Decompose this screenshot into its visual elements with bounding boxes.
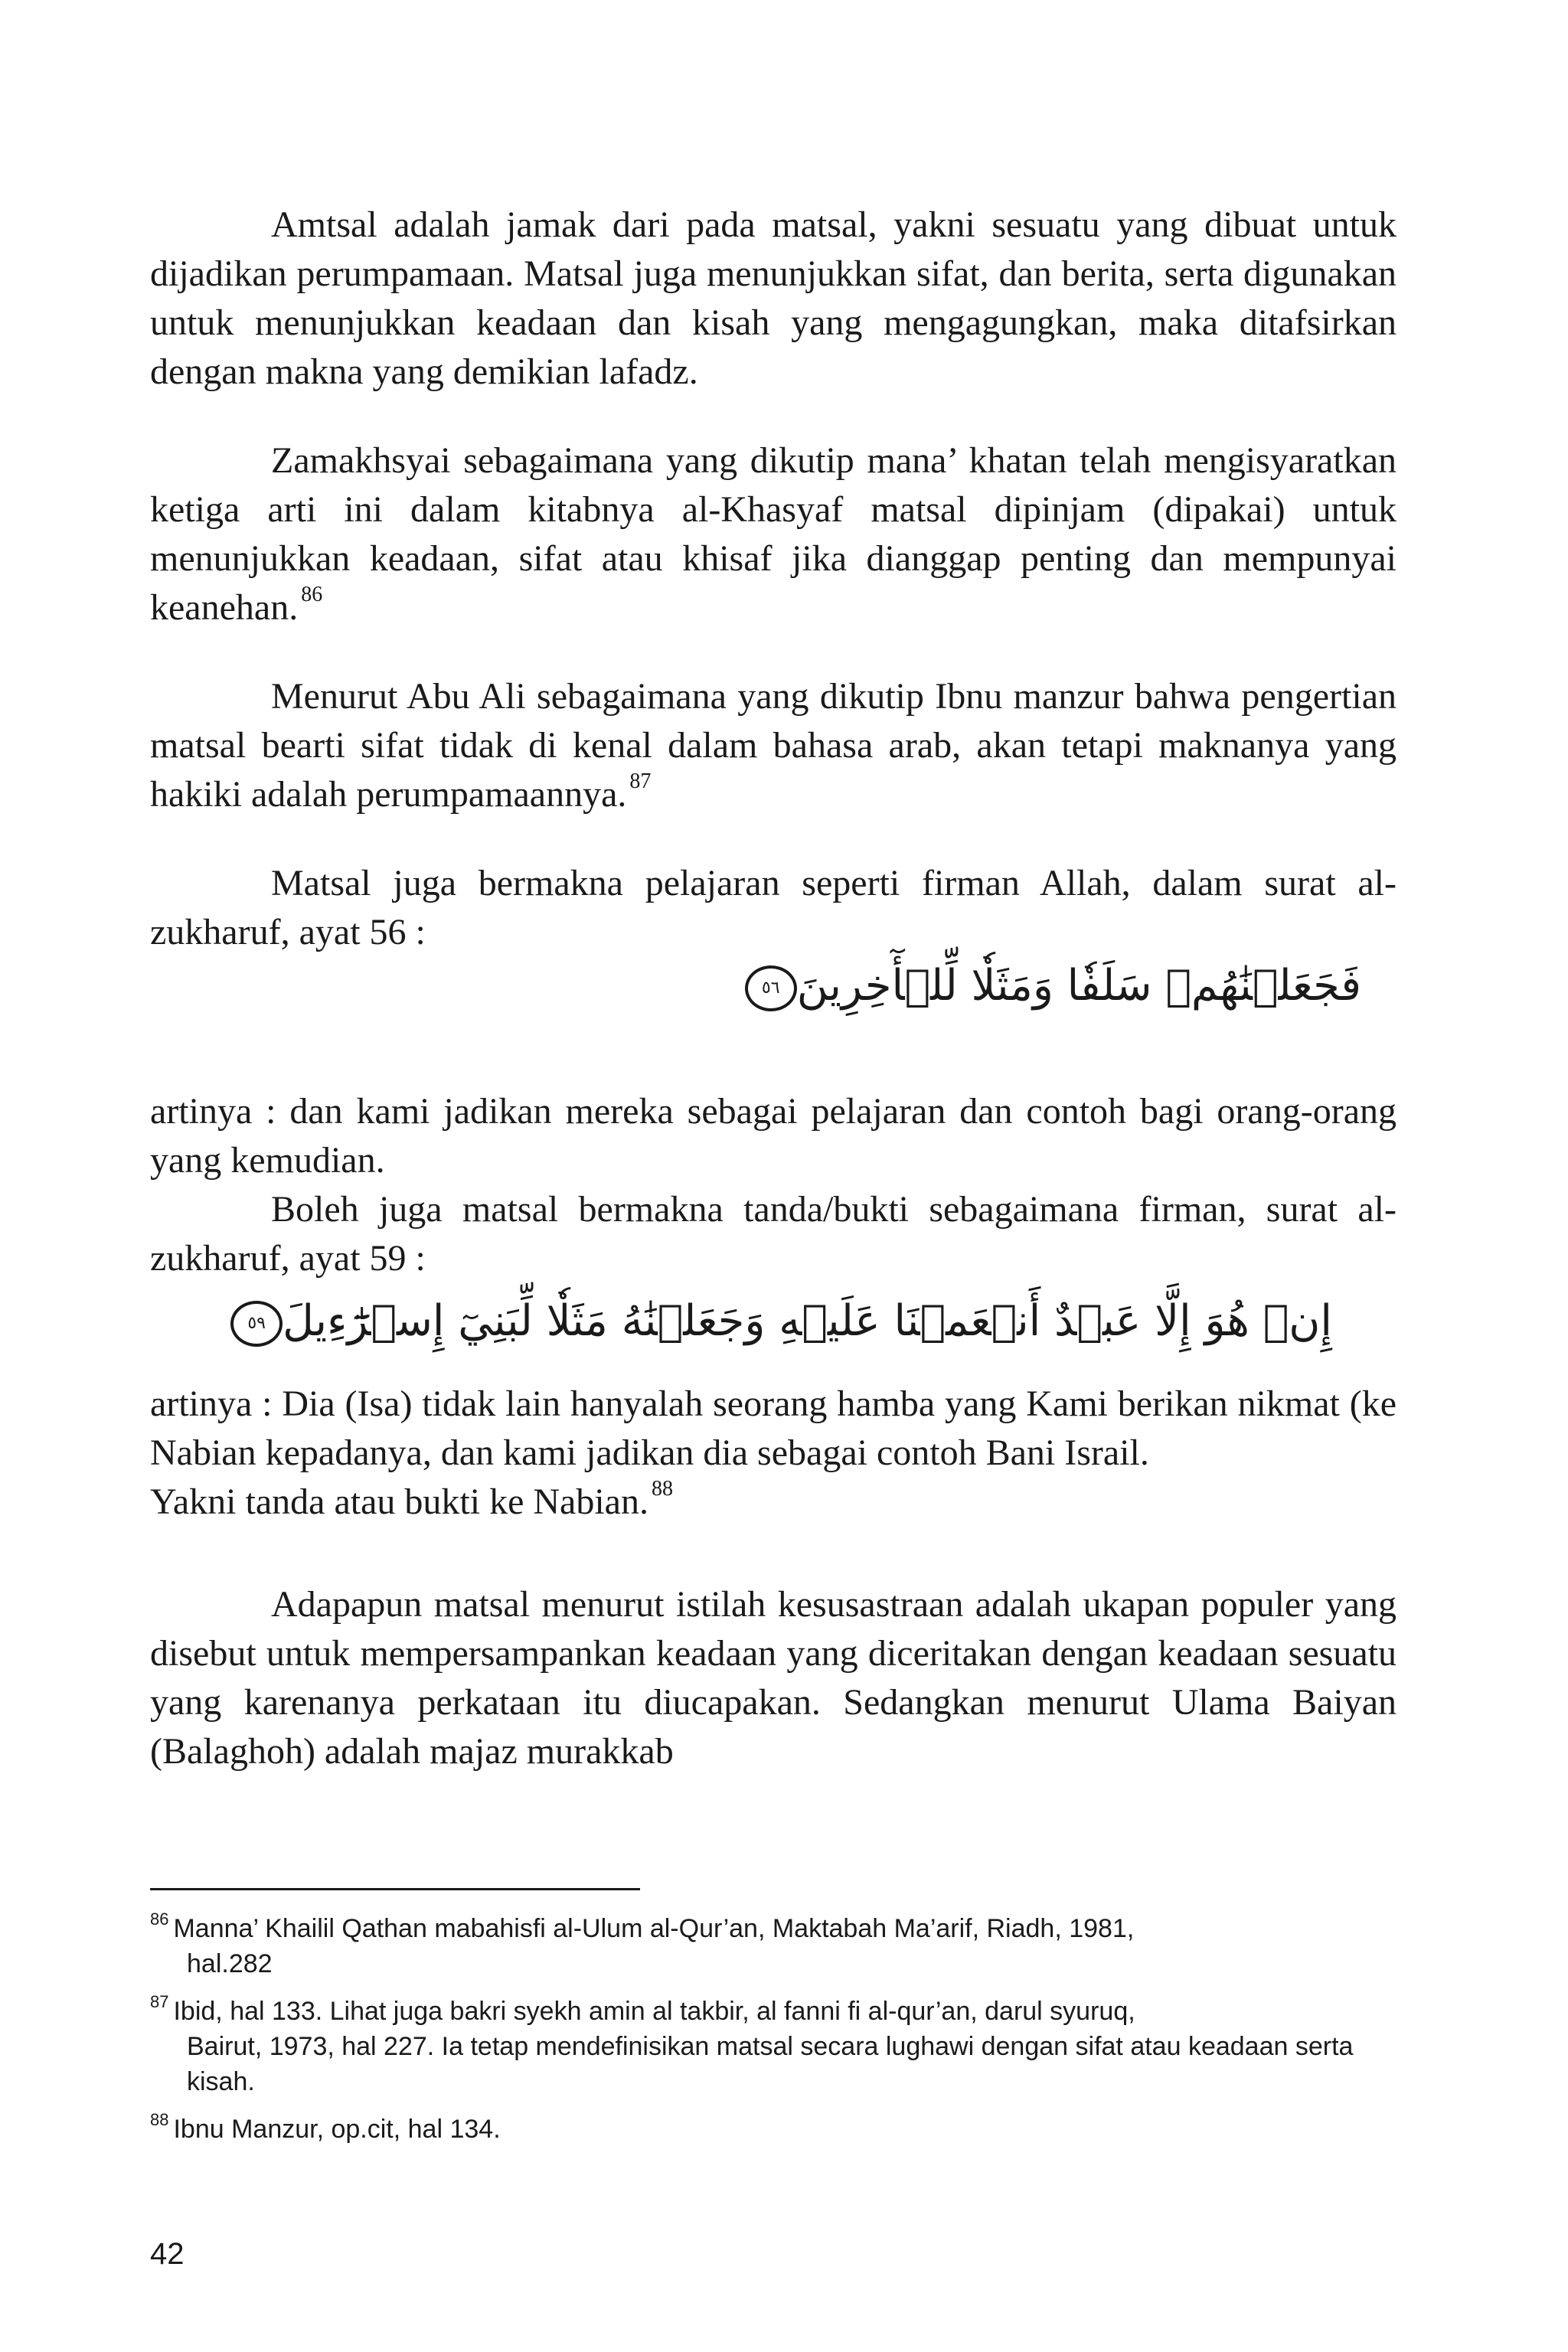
- ayah-number-56: ٥٦: [745, 965, 797, 1011]
- footnote-number: 88: [150, 2110, 169, 2129]
- paragraph-8: Yakni tanda atau bukti ke Nabian. $^{88}$: [150, 1477, 673, 1522]
- main-text-lower: [150, 1380, 1396, 1776]
- footnote-text: Ibid, hal 133. Lihat juga bakri syekh amin al takbir, al fanni fi al-qur’an, darul syuruq,: [173, 1997, 1135, 2026]
- footnote-text-continued: Bairut, 1973, hal 227. Ia tetap mendefinisikan matsal secara lughawi dengan sifat atau keadaan serta kisah.: [187, 2032, 1354, 2096]
- page-number: 42: [150, 2237, 185, 2271]
- footnotes: [150, 1902, 1396, 2150]
- footnote-86: [150, 1902, 1396, 1981]
- footnote-ref-87: 87: [629, 769, 652, 793]
- quran-verse-59: [220, 1291, 1332, 1352]
- verse-56-text: فَجَعَلۡنَٰهُمۡ سَلَفٗا وَمَثَلٗا لِّلۡأٓخِرِينَ: [796, 961, 1361, 1011]
- footnote-text: Ibnu Manzur, op.cit, hal 134.: [173, 2115, 501, 2144]
- footnote-number: 87: [150, 1992, 169, 2011]
- paragraph-2: Zamakhsyai sebagaimana yang dikutip mana’ khatan telah mengisyaratkan ketiga arti ini dalam kitabnya al-Khasyaf matsal dipinjam (dipakai) untuk menunjukkan keadaan, sifat atau khisaf jika dianggap penting dan mempunyai keanehan. $^{86}$: [150, 440, 1396, 628]
- footnote-text-continued: hal.282: [187, 1949, 273, 1978]
- paragraph-5: artinya : dan kami jadikan mereka sebagai pelajaran dan contoh bagi orang-orang yang kemudian.: [150, 1091, 1396, 1181]
- paragraph-4: Matsal juga bermakna pelajaran seperti firman Allah, dalam surat al- zukharuf, ayat 56 :: [150, 863, 1396, 952]
- footnote-ref-88: 88: [651, 1477, 673, 1501]
- footnote-ref-86: 86: [301, 583, 323, 606]
- footnote-number: 86: [150, 1909, 169, 1929]
- quran-verse-56: [734, 956, 1361, 1017]
- paragraph-3: Menurut Abu Ali sebagaimana yang dikutip Ibnu manzur bahwa pengertian matsal bearti sifat tidak di kenal dalam bahasa arab, akan tetapi maknanya yang hakiki adalah perumpamaannya. $^{87}$: [150, 676, 1396, 815]
- footnote-separator: [150, 1888, 640, 1890]
- main-text-top: [150, 201, 1396, 957]
- footnote-87: [150, 1984, 1396, 2099]
- paragraph-9: Adapapun matsal menurut istilah kesusastraan adalah ukapan populer yang disebut untuk mempersampankan keadaan yang diceritakan dengan keadaan sesuatu yang karenanya perkataan itu diucapakan. Sedangkan menurut Ulama Baiyan (Balaghoh) adalah majaz murakkab: [150, 1584, 1396, 1772]
- footnote-text: Manna’ Khailil Qathan mabahisfi al-Ulum al-Qur’an, Maktabah Ma’arif, Riadh, 1981,: [173, 1914, 1135, 1943]
- ayah-number-59: ٥٩: [230, 1301, 283, 1347]
- main-text-middle: [150, 1087, 1396, 1283]
- paragraph-6: Boleh juga matsal bermakna tanda/bukti sebagaimana firman, surat al- zukharuf, ayat 59 :: [150, 1189, 1396, 1279]
- verse-59-text: إِنۡ هُوَ إِلَّا عَبۡدٌ أَنۡعَمۡنَا عَلَيۡهِ وَجَعَلۡنَٰهُ مَثَلٗا لِّبَنِيٓ إِسۡرَٰٓءِيلَ: [283, 1296, 1332, 1346]
- paragraph-7: artinya : Dia (Isa) tidak lain hanyalah seorang hamba yang Kami berikan nikmat (ke Nabian kepadanya, dan kami jadikan dia sebagai contoh Bani Israil.: [150, 1383, 1396, 1473]
- paragraph-1: Amtsal adalah jamak dari pada matsal, yakni sesuatu yang dibuat untuk dijadikan perumpamaan. Matsal juga menunjukkan sifat, dan berita, serta digunakan untuk menunjukkan keadaan dan kisah yang mengagungkan, maka ditafsirkan dengan makna yang demikian lafadz.: [150, 204, 1396, 392]
- footnote-88: [150, 2102, 1396, 2147]
